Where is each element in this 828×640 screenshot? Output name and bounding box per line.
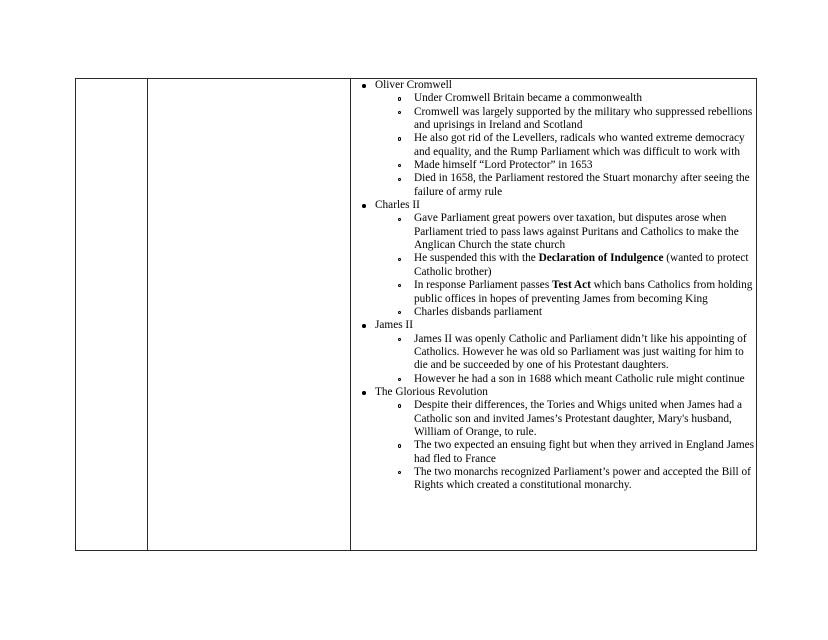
outline-point xyxy=(414,279,756,306)
point-text: Under Cromwell Britain became a commonwealth xyxy=(414,92,643,105)
outline-section-heading: The Glorious Revolution xyxy=(375,386,756,399)
outline-section xyxy=(351,319,756,386)
outline-point xyxy=(414,212,756,252)
notes-table xyxy=(75,78,757,551)
emphasized-term: Declaration of Indulgence xyxy=(538,252,664,265)
point-text: The two monarchs recognized Parliament’s power and accepted the Bill of Rights which created a constitutional monarchy. xyxy=(414,465,751,492)
outline-point xyxy=(414,92,756,105)
point-text: which bans Catholics from holding public offices in hopes of preventing James from becoming King xyxy=(414,279,753,305)
outline-point xyxy=(414,159,756,172)
point-text: Made himself “Lord Protector” in 1653 xyxy=(414,159,593,172)
notes-outline xyxy=(351,79,756,493)
table-cell-notes[interactable] xyxy=(351,79,757,551)
point-text: However he had a son in 1688 which meant Catholic rule might continue xyxy=(414,372,745,385)
point-text: Charles disbands parliament xyxy=(414,305,543,318)
point-text: He suspended this with the xyxy=(414,252,539,265)
point-text: Gave Parliament great powers over taxation, but disputes arose when Parliament tried to pass laws against Puritans and Catholics to make the Anglican Church the state church xyxy=(414,212,739,252)
emphasized-term: Test Act xyxy=(552,279,591,292)
outline-sublist xyxy=(375,92,756,199)
point-text: He also got rid of the Levellers, radicals who wanted extreme democracy and equality, and the Rump Parliament which was difficult to work with xyxy=(414,132,745,158)
outline-section-heading: Charles II xyxy=(375,199,756,212)
point-text: Cromwell was largely supported by the military who suppressed rebellions and uprisings in Ireland and Scotland xyxy=(414,105,753,132)
point-text: Died in 1658, the Parliament restored the Stuart monarchy after seeing the failure of army rule xyxy=(414,172,750,198)
point-text: (wanted to protect Catholic brother) xyxy=(414,252,749,278)
outline-point xyxy=(414,399,756,439)
point-text: The two expected an ensuing fight but when they arrived in England James had fled to France xyxy=(414,439,755,465)
outline-point xyxy=(414,252,756,279)
outline-point xyxy=(414,172,756,199)
outline-section xyxy=(351,386,756,493)
outline-section-heading: James II xyxy=(375,319,756,332)
outline-point xyxy=(414,106,756,133)
outline-point xyxy=(414,132,756,159)
table-cell-column-1[interactable] xyxy=(76,79,148,551)
outline-point xyxy=(414,439,756,466)
outline-point xyxy=(414,466,756,493)
point-text: Despite their differences, the Tories and Whigs united when James had a Catholic son and invited James’s Protestant daughter, Mary's husband, William of Orange, to rule. xyxy=(414,399,742,438)
table-cell-column-2[interactable] xyxy=(148,79,351,551)
outline-section-heading: Oliver Cromwell xyxy=(375,79,756,92)
table-body xyxy=(76,79,757,551)
outline-sublist xyxy=(375,212,756,319)
outline-section xyxy=(351,199,756,319)
outline-sublist xyxy=(375,333,756,386)
outline-sublist xyxy=(375,399,756,492)
point-text: In response Parliament passes xyxy=(414,279,553,292)
outline-section xyxy=(351,79,756,199)
outline-point xyxy=(414,333,756,373)
outline-point xyxy=(414,373,756,386)
outline-point xyxy=(414,306,756,319)
point-text: James II was openly Catholic and Parliament didn’t like his appointing of Catholics. However he was old so Parliament was just waiting for him to die and be succeeded by one of his Protestant daughters. xyxy=(414,332,747,372)
table-row xyxy=(76,79,757,551)
